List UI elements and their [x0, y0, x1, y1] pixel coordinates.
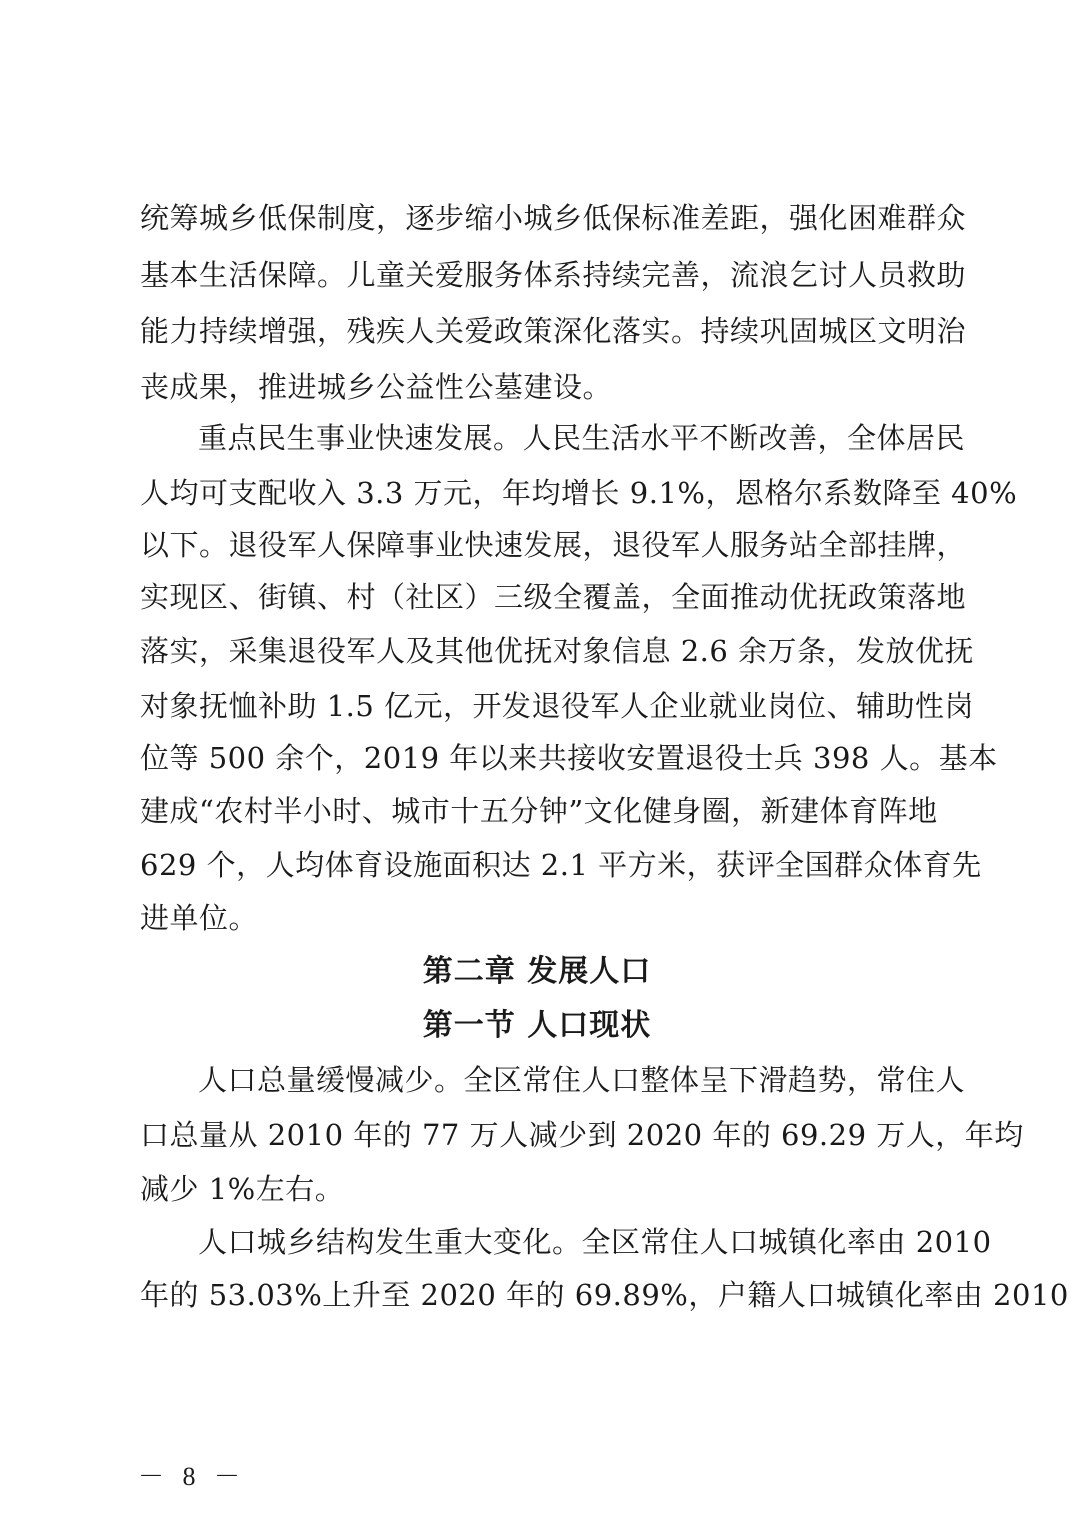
body-line: 落实，采集退役军人及其他优抚对象信息 2.6 余万条，发放优抚: [140, 634, 975, 668]
chapter-title: 第二章 发展人口: [422, 954, 652, 989]
page-number: － 8 －: [138, 1462, 247, 1491]
body-line: 年的 53.03%上升至 2020 年的 69.89%，户籍人口城镇化率由 2010: [140, 1278, 1069, 1312]
body-line: 建成“农村半小时、城市十五分钟”文化健身圈，新建体育阵地: [140, 794, 938, 828]
body-line: 能力持续增强，残疾人关爱政策深化落实。持续巩固城区文明治: [140, 314, 967, 348]
body-line: 人均可支配收入 3.3 万元，年均增长 9.1%，恩格尔系数降至 40%: [140, 476, 1018, 510]
body-line: 人口总量缓慢减少。全区常住人口整体呈下滑趋势，常住人: [198, 1063, 966, 1097]
body-line: 以下。退役军人保障事业快速发展，退役军人服务站全部挂牌，: [140, 528, 967, 562]
body-line: 减少 1%左右。: [140, 1172, 345, 1206]
body-line: 进单位。: [140, 901, 259, 935]
body-line: 丧成果，推进城乡公益性公墓建设。: [140, 370, 613, 404]
body-line: 基本生活保障。儿童关爱服务体系持续完善，流浪乞讨人员救助: [140, 258, 967, 292]
body-line: 重点民生事业快速发展。人民生活水平不断改善，全体居民: [198, 421, 966, 455]
body-line: 人口城乡结构发生重大变化。全区常住人口城镇化率由 2010: [198, 1225, 992, 1259]
body-line: 位等 500 余个，2019 年以来共接收安置退役士兵 398 人。基本: [140, 741, 998, 775]
body-line: 口总量从 2010 年的 77 万人减少到 2020 年的 69.29 万人，年均: [140, 1118, 1024, 1152]
body-line: 实现区、街镇、村（社区）三级全覆盖，全面推动优抚政策落地: [140, 580, 967, 614]
body-line: 629 个，人均体育设施面积达 2.1 平方米，获评全国群众体育先: [140, 848, 982, 882]
body-line: 统筹城乡低保制度，逐步缩小城乡低保标准差距，强化困难群众: [140, 201, 967, 235]
body-line: 对象抚恤补助 1.5 亿元，开发退役军人企业就业岗位、辅助性岗: [140, 689, 975, 723]
section-title: 第一节 人口现状: [422, 1008, 652, 1043]
